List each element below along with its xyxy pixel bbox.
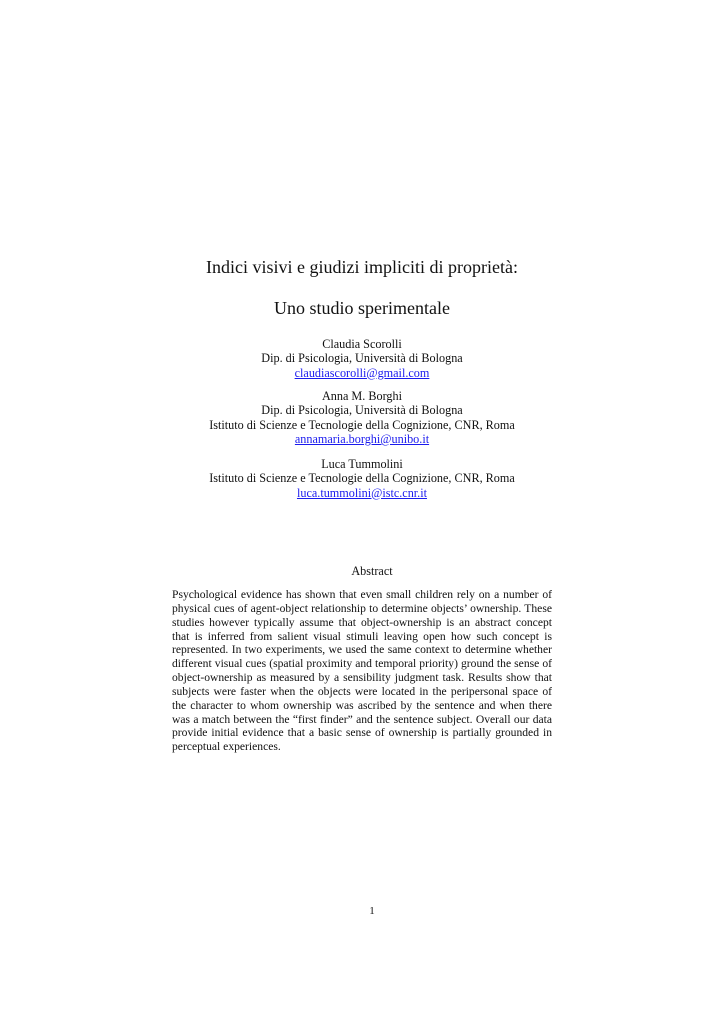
author-affiliation: Istituto di Scienze e Tecnologie della Cognizione, CNR, Roma: [209, 471, 515, 486]
page-number: 1: [369, 905, 375, 917]
author-affiliation: Istituto di Scienze e Tecnologie della Cognizione, CNR, Roma: [209, 417, 515, 432]
author-email-link[interactable]: annamaria.borghi@unibo.it: [294, 431, 430, 446]
author-block: [0, 337, 724, 380]
author-email-link[interactable]: luca.tummolini@istc.cnr.it: [296, 485, 428, 500]
author-name: Luca Tummolini: [321, 457, 403, 471]
author-affiliation: Dip. di Psicologia, Università di Bologna: [261, 403, 463, 418]
paper-title: Indici visivi e giudizi impliciti di proprietà:: [206, 257, 518, 277]
abstract-text: Psychological evidence has shown that even small children rely on a number of physical cues of agent-object relationship to determine objects’ ownership. These studies however typically assume that object-ownership is an abstract concept that is inferred from salient visual stimuli leaving open how such concept is represented. In two experiments, we used the same context to determine whether different visual cues (spatial proximity and temporal priority) ground the sense of object-ownership as measured by a sensibility judgment task. Results show that subjects were faster when the objects were located in the peripersonal space of the character to whom ownership was ascribed by the sentence and when there was a match between the “first finder” and the sentence subject. Overall our data provide initial evidence that a basic sense of ownership is partially grounded in perceptual experiences.: [172, 588, 552, 754]
author-email-link[interactable]: claudiascorolli@gmail.com: [294, 365, 430, 380]
author-name: Claudia Scorolli: [322, 337, 402, 351]
abstract-heading: Abstract: [351, 564, 393, 578]
author-name: Anna M. Borghi: [321, 389, 402, 403]
author-affiliation: Dip. di Psicologia, Università di Bologna: [261, 351, 463, 366]
author-block: [0, 457, 724, 500]
paper-subtitle: Uno studio sperimentale: [274, 298, 450, 318]
author-block: [0, 389, 724, 446]
